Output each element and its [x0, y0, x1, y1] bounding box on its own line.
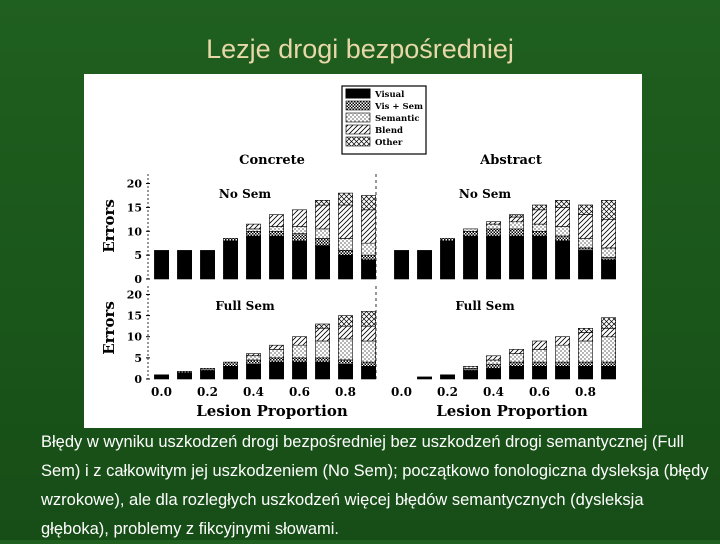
bar-segment-semantic — [292, 345, 306, 358]
bar-segment-visual — [440, 241, 454, 279]
y-axis-label-bottom: Errors — [100, 301, 118, 355]
bar-segment-visual — [417, 250, 431, 279]
bar-segment-blend — [486, 356, 500, 360]
x-tick-label: 0.0 — [151, 385, 172, 399]
bar-segment-visual — [269, 236, 283, 279]
bar-segment-visual — [200, 250, 214, 279]
panel-abstract-no-sem — [376, 174, 616, 279]
bar-segment-semantic — [463, 229, 477, 231]
bar-segment-vis-sem — [315, 238, 329, 245]
column-title-concrete: Concrete — [239, 153, 305, 168]
bar-segment-visual — [292, 362, 306, 379]
bar-segment-vis-sem — [486, 229, 500, 236]
legend-label-vis-sem: Vis + Sem — [375, 102, 424, 112]
bar-segment-vis-sem — [338, 250, 352, 255]
y-tick-label: 0 — [134, 273, 142, 286]
panel-concrete-no-sem — [127, 174, 376, 286]
bar-segment-visual — [315, 362, 329, 379]
bar-segment-other — [509, 215, 523, 217]
bar-segment-other — [578, 328, 592, 332]
bar-segment-vis-sem — [509, 362, 523, 366]
legend-swatch-semantic — [346, 113, 370, 122]
x-axis-label-concrete: Lesion Proportion — [196, 402, 348, 420]
bar-segment-blend — [315, 205, 329, 229]
y-axis-label-top: Errors — [100, 199, 118, 253]
bar-segment-semantic — [509, 354, 523, 363]
x-tick-label: 0.4 — [483, 385, 504, 399]
bar-segment-visual — [532, 366, 546, 379]
bar-segment-other — [532, 205, 546, 210]
stacked-bar-chart — [84, 74, 642, 428]
bar-segment-blend — [578, 215, 592, 239]
bar-segment-vis-sem — [269, 231, 283, 236]
bar-segment-other — [361, 311, 375, 326]
y-tick-label: 15 — [126, 201, 142, 215]
bar-segment-other — [338, 193, 352, 205]
bar-segment-blend — [315, 328, 329, 341]
bar-segment-visual — [578, 366, 592, 379]
bar-segment-visual — [154, 250, 168, 279]
bar-segment-visual — [246, 236, 260, 279]
bar-segment-vis-sem — [200, 368, 214, 370]
bar-segment-visual — [269, 362, 283, 379]
legend-label-other: Other — [375, 138, 403, 148]
chart-figure — [84, 74, 642, 428]
bar-segment-visual — [200, 371, 214, 380]
bar-segment-visual — [223, 241, 237, 279]
bar-segment-blend — [361, 210, 375, 243]
x-axis-label-abstract: Lesion Proportion — [436, 402, 588, 420]
bar-segment-visual — [338, 255, 352, 279]
bar-segment-visual — [601, 366, 615, 379]
bar-segment-semantic — [555, 345, 569, 362]
bar-segment-vis-sem — [315, 358, 329, 362]
bar-segment-semantic — [532, 224, 546, 231]
bar-segment-blend — [509, 349, 523, 353]
x-tick-label: 0.8 — [575, 385, 596, 399]
legend-swatch-blend — [346, 125, 370, 134]
y-tick-label: 20 — [126, 177, 142, 191]
panel-row-label: Full Sem — [215, 299, 275, 313]
y-tick-label: 5 — [134, 351, 142, 365]
x-tick-label: 0.2 — [197, 385, 218, 399]
y-tick-label: 10 — [126, 330, 142, 344]
bar-segment-other — [315, 324, 329, 328]
bar-segment-semantic — [532, 349, 546, 362]
bar-segment-blend — [555, 207, 569, 226]
bar-segment-vis-sem — [463, 231, 477, 236]
bar-segment-visual — [486, 368, 500, 379]
bar-segment-visual — [177, 373, 191, 379]
slide-caption: Błędy w wyniku uszkodzeń drogi bezpośredniej bez uszkodzeń drogi semantycznej (Full Sem) i z całkowitym jej uszkodzeniem (No Sem); początkowo fonologiczna dysleksja (błędy wzrokowe), ale dla rozległych uszkodzeń więcej błędów semantycznych (dysleksja głęboka), problemy z fikcyjnymi słowami. — [41, 433, 709, 538]
bar-segment-vis-sem — [223, 238, 237, 240]
bar-segment-visual — [555, 241, 569, 279]
bar-segment-vis-sem — [578, 362, 592, 366]
bar-segment-blend — [269, 345, 283, 349]
bar-segment-visual — [601, 260, 615, 279]
bar-segment-blend — [246, 224, 260, 229]
panel-row-label: No Sem — [458, 187, 512, 201]
bar-segment-semantic — [269, 227, 283, 232]
bar-segment-visual — [440, 375, 454, 379]
bar-segment-semantic — [578, 238, 592, 248]
bar-segment-semantic — [578, 341, 592, 362]
bar-segment-vis-sem — [463, 368, 477, 370]
panel-abstract-full-sem — [376, 286, 616, 399]
bar-segment-blend — [292, 337, 306, 346]
x-tick-label: 0.0 — [391, 385, 412, 399]
x-tick-label: 0.4 — [243, 385, 264, 399]
bar-segment-blend — [292, 210, 306, 227]
bar-segment-blend — [338, 205, 352, 238]
bar-segment-semantic — [338, 238, 352, 250]
bar-segment-other — [338, 316, 352, 327]
bar-segment-semantic — [463, 366, 477, 368]
bar-segment-visual — [223, 366, 237, 379]
legend-label-semantic: Semantic — [375, 114, 420, 124]
bar-segment-vis-sem — [440, 238, 454, 240]
bar-segment-visual — [338, 364, 352, 379]
bar-segment-blend — [532, 341, 546, 350]
bar-segment-other — [361, 196, 375, 210]
bar-segment-blend — [269, 215, 283, 227]
bar-segment-visual — [509, 236, 523, 279]
bar-segment-semantic — [246, 356, 260, 360]
panel-row-label: No Sem — [218, 187, 272, 201]
x-tick-label: 0.8 — [335, 385, 356, 399]
bar-segment-visual — [394, 250, 408, 279]
bar-segment-vis-sem — [532, 362, 546, 366]
bar-segment-visual — [361, 366, 375, 379]
y-tick-label: 10 — [126, 225, 142, 239]
bar-segment-semantic — [601, 248, 615, 258]
bar-segment-vis-sem — [223, 362, 237, 366]
x-tick-label: 0.2 — [437, 385, 458, 399]
bar-segment-vis-sem — [532, 231, 546, 236]
bar-segment-semantic — [486, 224, 500, 229]
bar-segment-visual — [532, 236, 546, 279]
bar-segment-visual — [292, 241, 306, 279]
bar-segment-vis-sem — [292, 234, 306, 241]
column-title-abstract: Abstract — [480, 153, 542, 168]
bar-segment-semantic — [486, 360, 500, 364]
bar-segment-vis-sem — [361, 255, 375, 260]
bar-segment-visual — [463, 371, 477, 380]
bar-segment-visual — [315, 246, 329, 279]
y-tick-label: 5 — [134, 249, 142, 263]
bar-segment-semantic — [601, 337, 615, 362]
bar-segment-vis-sem — [246, 231, 260, 236]
x-tick-label: 0.6 — [289, 385, 310, 399]
bar-segment-visual — [246, 364, 260, 379]
legend-label-blend: Blend — [375, 126, 403, 136]
legend-swatch-other — [346, 137, 370, 146]
bar-segment-vis-sem — [509, 229, 523, 236]
slide-title: Lezje drogi bezpośredniej — [206, 34, 514, 64]
bar-segment-semantic — [361, 341, 375, 362]
bar-segment-semantic — [315, 341, 329, 358]
bar-segment-semantic — [338, 339, 352, 360]
bar-segment-other — [601, 318, 615, 329]
bar-segment-visual — [463, 236, 477, 279]
x-tick-label: 0.6 — [529, 385, 550, 399]
bar-segment-vis-sem — [555, 236, 569, 241]
legend-swatch-vis-sem — [346, 101, 370, 110]
bar-segment-semantic — [509, 222, 523, 229]
panel-row-label: Full Sem — [455, 299, 515, 313]
chart-legend — [342, 86, 426, 154]
bar-segment-other — [578, 205, 592, 215]
bar-segment-blend — [338, 326, 352, 339]
bar-segment-vis-sem — [555, 362, 569, 366]
legend-swatch-visual — [346, 89, 370, 98]
bar-segment-visual — [417, 377, 431, 379]
bar-segment-blend — [601, 219, 615, 248]
bar-segment-vis-sem — [246, 360, 260, 364]
bar-segment-visual — [509, 366, 523, 379]
bar-segment-visual — [154, 375, 168, 379]
bar-segment-visual — [555, 366, 569, 379]
panel-concrete-full-sem — [127, 286, 376, 399]
bar-segment-vis-sem — [601, 362, 615, 366]
bar-segment-blend — [601, 328, 615, 337]
bar-segment-visual — [486, 236, 500, 279]
bar-segment-semantic — [269, 349, 283, 358]
bar-segment-semantic — [361, 243, 375, 255]
bar-segment-semantic — [246, 229, 260, 231]
bar-segment-blend — [486, 222, 500, 224]
chart-panels — [127, 174, 616, 399]
bar-segment-other — [315, 200, 329, 205]
bar-segment-blend — [532, 210, 546, 224]
bar-segment-visual — [177, 250, 191, 279]
y-tick-label: 20 — [126, 288, 142, 302]
bar-segment-vis-sem — [269, 358, 283, 362]
bar-segment-blend — [578, 333, 592, 342]
legend-label-visual: Visual — [375, 90, 405, 100]
bar-segment-vis-sem — [177, 371, 191, 372]
bar-segment-vis-sem — [601, 258, 615, 260]
bar-segment-other — [601, 200, 615, 219]
bar-segment-other — [555, 200, 569, 207]
y-tick-label: 15 — [126, 309, 142, 323]
bar-segment-blend — [509, 217, 523, 222]
y-tick-label: 0 — [134, 373, 142, 386]
bar-segment-semantic — [315, 229, 329, 239]
bar-segment-blend — [246, 354, 260, 356]
bar-segment-vis-sem — [486, 364, 500, 368]
bar-segment-visual — [361, 260, 375, 279]
bar-segment-semantic — [292, 227, 306, 234]
bar-segment-vis-sem — [338, 360, 352, 364]
bar-segment-vis-sem — [292, 358, 306, 362]
bar-segment-visual — [578, 250, 592, 279]
bar-segment-blend — [555, 337, 569, 346]
bar-segment-vis-sem — [578, 248, 592, 250]
bar-segment-semantic — [555, 227, 569, 237]
bar-segment-vis-sem — [361, 362, 375, 366]
bar-segment-blend — [361, 326, 375, 341]
